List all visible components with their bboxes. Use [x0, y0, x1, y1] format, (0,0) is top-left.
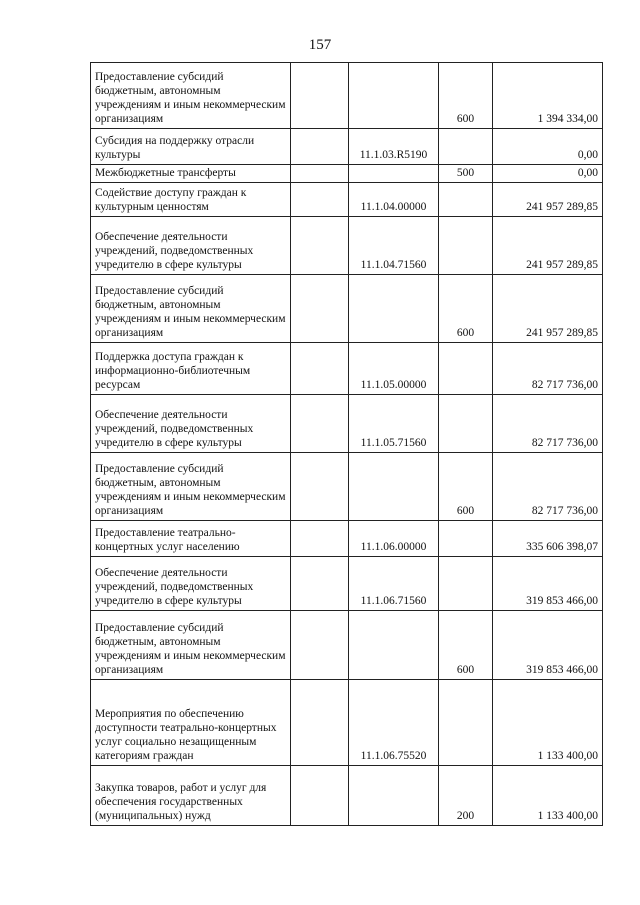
- row-sum: 319 853 466,00: [493, 611, 603, 680]
- row-empty-cell: [291, 766, 349, 826]
- row-empty-cell: [291, 680, 349, 766]
- row-expense-type: [439, 129, 493, 165]
- table-row: [91, 63, 603, 129]
- row-expense-type: [439, 217, 493, 275]
- row-name: Закупка товаров, работ и услуг для обеспечения государственных (муниципальных) нужд: [91, 766, 291, 826]
- row-code: [349, 453, 439, 521]
- row-sum: 82 717 736,00: [493, 343, 603, 395]
- row-code: 11.1.03.R5190: [349, 129, 439, 165]
- row-name: Предоставление субсидий бюджетным, автономным учреждениям и иным некоммерческим организациям: [91, 63, 291, 129]
- row-code: [349, 275, 439, 343]
- table-row: [91, 183, 603, 217]
- row-code: 11.1.04.00000: [349, 183, 439, 217]
- row-code: 11.1.06.71560: [349, 557, 439, 611]
- row-empty-cell: [291, 521, 349, 557]
- table-row: [91, 343, 603, 395]
- budget-table: [90, 62, 603, 826]
- row-code: [349, 63, 439, 129]
- row-code: 11.1.04.71560: [349, 217, 439, 275]
- row-expense-type: [439, 680, 493, 766]
- row-empty-cell: [291, 557, 349, 611]
- table-row: [91, 129, 603, 165]
- table-row: [91, 557, 603, 611]
- row-empty-cell: [291, 217, 349, 275]
- row-empty-cell: [291, 63, 349, 129]
- row-empty-cell: [291, 165, 349, 183]
- row-name: Межбюджетные трансферты: [91, 165, 291, 183]
- row-sum: 335 606 398,07: [493, 521, 603, 557]
- row-name: Предоставление субсидий бюджетным, автономным учреждениям и иным некоммерческим организациям: [91, 611, 291, 680]
- row-expense-type: 600: [439, 453, 493, 521]
- row-code: [349, 766, 439, 826]
- row-name: Содействие доступу граждан к культурным ценностям: [91, 183, 291, 217]
- row-code: 11.1.06.00000: [349, 521, 439, 557]
- row-empty-cell: [291, 611, 349, 680]
- row-name: Обеспечение деятельности учреждений, подведомственных учредителю в сфере культуры: [91, 217, 291, 275]
- row-empty-cell: [291, 129, 349, 165]
- row-sum: 241 957 289,85: [493, 217, 603, 275]
- row-expense-type: 600: [439, 611, 493, 680]
- row-empty-cell: [291, 453, 349, 521]
- table-row: [91, 217, 603, 275]
- row-expense-type: 500: [439, 165, 493, 183]
- row-name: Обеспечение деятельности учреждений, подведомственных учредителю в сфере культуры: [91, 557, 291, 611]
- row-sum: 241 957 289,85: [493, 183, 603, 217]
- row-expense-type: [439, 395, 493, 453]
- table-row: [91, 766, 603, 826]
- table-row: [91, 453, 603, 521]
- row-sum: 82 717 736,00: [493, 453, 603, 521]
- row-empty-cell: [291, 183, 349, 217]
- table-row: [91, 521, 603, 557]
- table-row: [91, 395, 603, 453]
- row-sum: 319 853 466,00: [493, 557, 603, 611]
- budget-table-body: [91, 63, 603, 826]
- table-row: [91, 275, 603, 343]
- row-name: Предоставление театрально-концертных услуг населению: [91, 521, 291, 557]
- row-code: 11.1.05.00000: [349, 343, 439, 395]
- row-sum: 1 133 400,00: [493, 680, 603, 766]
- row-expense-type: 200: [439, 766, 493, 826]
- row-expense-type: [439, 521, 493, 557]
- row-sum: 82 717 736,00: [493, 395, 603, 453]
- table-row: [91, 611, 603, 680]
- row-sum: 0,00: [493, 165, 603, 183]
- row-code: 11.1.05.71560: [349, 395, 439, 453]
- table-row: [91, 165, 603, 183]
- row-expense-type: [439, 557, 493, 611]
- row-sum: 1 133 400,00: [493, 766, 603, 826]
- row-code: 11.1.06.75520: [349, 680, 439, 766]
- row-sum: 241 957 289,85: [493, 275, 603, 343]
- row-empty-cell: [291, 343, 349, 395]
- page-number: 157: [308, 37, 332, 53]
- row-name: Обеспечение деятельности учреждений, подведомственных учредителю в сфере культуры: [91, 395, 291, 453]
- table-row: [91, 680, 603, 766]
- row-expense-type: 600: [439, 275, 493, 343]
- row-code: [349, 165, 439, 183]
- row-expense-type: [439, 343, 493, 395]
- row-empty-cell: [291, 395, 349, 453]
- row-name: Субсидия на поддержку отрасли культуры: [91, 129, 291, 165]
- row-empty-cell: [291, 275, 349, 343]
- row-name: Поддержка доступа граждан к информационно-библиотечным ресурсам: [91, 343, 291, 395]
- row-name: Предоставление субсидий бюджетным, автономным учреждениям и иным некоммерческим организациям: [91, 453, 291, 521]
- row-name: Мероприятия по обеспечению доступности театрально-концертных услуг социально незащищенным категориям граждан: [91, 680, 291, 766]
- row-expense-type: 600: [439, 63, 493, 129]
- row-sum: 0,00: [493, 129, 603, 165]
- row-expense-type: [439, 183, 493, 217]
- row-sum: 1 394 334,00: [493, 63, 603, 129]
- row-code: [349, 611, 439, 680]
- row-name: Предоставление субсидий бюджетным, автономным учреждениям и иным некоммерческим организациям: [91, 275, 291, 343]
